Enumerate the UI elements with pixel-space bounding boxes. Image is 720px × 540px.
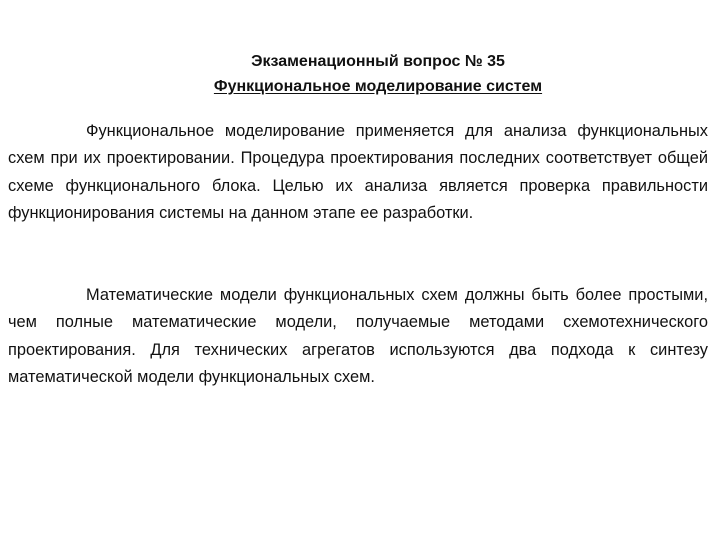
paragraph-2: Математические модели функциональных схем должны быть более простыми, чем полные математические модели, получаемые методами схемотехнического проектирования. Для технических агрегатов используются два подхода к синтезу математической модели функциональных схем. [8,286,708,386]
topic-subtitle: Функциональное моделирование систем [213,78,543,95]
exam-question-title: Экзаменационный вопрос № 35 [251,53,505,70]
paragraph-1: Функциональное моделирование применяется для анализа функциональных схем при их проектировании. Процедура проектирования последних соответствует общей схеме функционального блока. Целью их анализа является проверка правильности функционирования системы на данном этапе ее разработки. [8,122,708,222]
